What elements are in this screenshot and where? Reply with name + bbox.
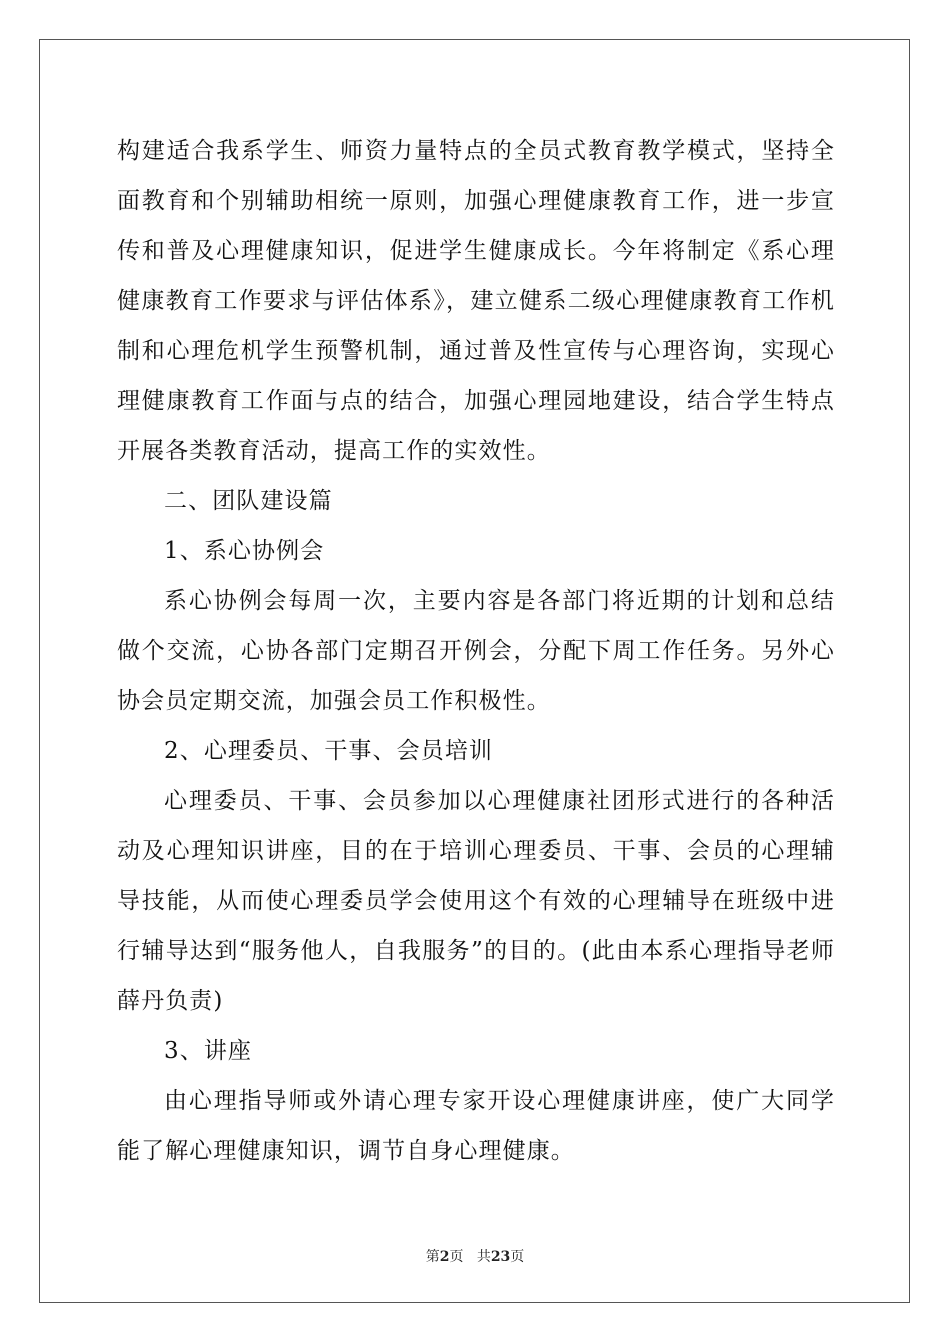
footer-total-prefix: 共	[476, 1249, 491, 1265]
subheading-meeting: 1、系心协例会	[164, 538, 325, 564]
footer-prefix: 第	[425, 1249, 440, 1265]
paragraph-meeting: 系心协例会每周一次，主要内容是各部门将近期的计划和总结做个交流，心协各部门定期召开例会，分配下周工作任务。另外心协会员定期交流，加强会员工作积极性。	[117, 588, 835, 714]
footer-total-suffix: 页	[510, 1249, 525, 1265]
footer-total-pages: 23	[490, 1249, 511, 1265]
section-heading-team: 二、团队建设篇	[164, 488, 333, 514]
footer-page-number: 2	[439, 1249, 450, 1265]
footer-page-suffix: 页	[449, 1249, 464, 1265]
document-body	[117, 126, 835, 1176]
paragraph-lecture: 由心理指导师或外请心理专家开设心理健康讲座，使广大同学能了解心理健康知识，调节自身心理健康。	[117, 1088, 835, 1164]
page-footer	[0, 1246, 950, 1266]
paragraph-training: 心理委员、干事、会员参加以心理健康社团形式进行的各种活动及心理知识讲座，目的在于培训心理委员、干事、会员的心理辅导技能，从而使心理委员学会使用这个有效的心理辅导在班级中进行辅导达到“服务他人，自我服务”的目的。(此由本系心理指导老师薛丹负责)	[117, 788, 835, 1014]
subheading-lecture: 3、讲座	[164, 1038, 253, 1064]
paragraph-1: 构建适合我系学生、师资力量特点的全员式教育教学模式，坚持全面教育和个别辅助相统一原则，加强心理健康教育工作，进一步宣传和普及心理健康知识，促进学生健康成长。今年将制定《系心理健康教育工作要求与评估体系》，建立健系二级心理健康教育工作机制和心理危机学生预警机制，通过普及性宣传与心理咨询，实现心理健康教育工作面与点的结合，加强心理园地建设，结合学生特点开展各类教育活动，提高工作的实效性。	[117, 138, 835, 464]
subheading-training: 2、心理委员、干事、会员培训	[164, 738, 494, 764]
